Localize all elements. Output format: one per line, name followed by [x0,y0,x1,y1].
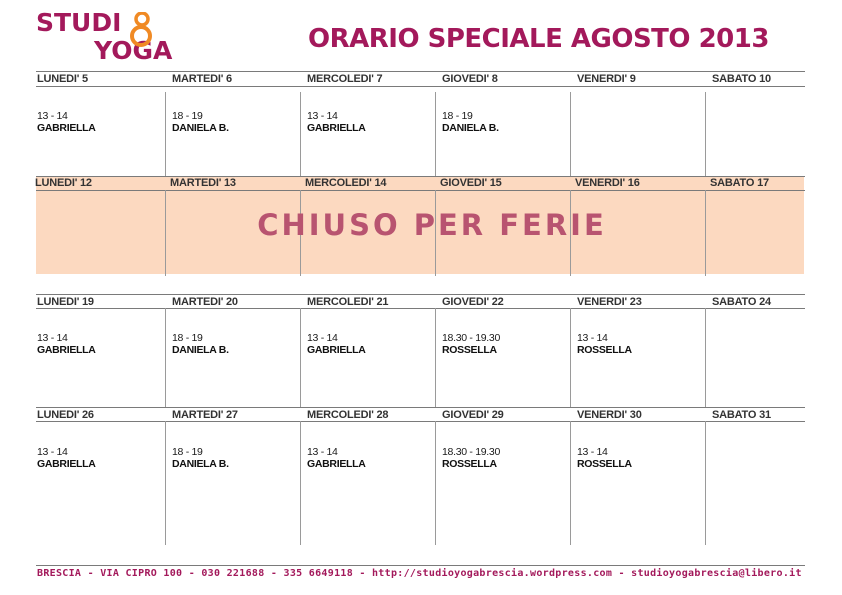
class-slot [577,332,632,356]
column-divider [165,421,166,545]
grid-line [36,421,805,422]
slot-teacher: GABRIELLA [37,458,96,470]
column-divider [705,308,706,407]
slot-teacher: GABRIELLA [37,122,96,134]
class-slot [442,110,499,134]
day-header: MERCOLEDI' 14 [305,177,387,189]
day-header: MERCOLEDI' 21 [307,296,389,308]
slot-time: 13 - 14 [577,332,608,344]
slot-time: 13 - 14 [37,110,68,122]
closed-label: CHIUSO PER FERIE [257,208,607,242]
column-divider [435,92,436,176]
day-header: LUNEDI' 26 [37,409,94,421]
studio-yoga-logo [36,6,196,68]
day-header: MARTEDI' 13 [170,177,236,189]
slot-time: 13 - 14 [37,332,68,344]
contact-footer: BRESCIA - VIA CIPRO 100 - 030 221688 - 335 6649118 - http://studioyogabrescia.wordpress.com - studioyogabrescia@libero.it [37,568,802,579]
slot-teacher: DANIELA B. [442,122,499,134]
column-divider [705,421,706,545]
slot-time: 18.30 - 19.30 [442,446,500,458]
slot-time: 13 - 14 [37,446,68,458]
slot-teacher: DANIELA B. [172,122,229,134]
day-header: GIOVEDI' 29 [442,409,504,421]
grid-line [36,190,805,191]
day-header: SABATO 10 [712,73,771,85]
class-slot [37,446,96,470]
slot-teacher: DANIELA B. [172,458,229,470]
class-slot [307,446,366,470]
slot-teacher: GABRIELLA [307,344,366,356]
grid-line [36,308,805,309]
grid-line [36,176,805,177]
day-header: VENERDI' 16 [575,177,640,189]
slot-teacher: ROSSELLA [442,458,497,470]
slot-teacher: DANIELA B. [172,344,229,356]
column-divider [570,421,571,545]
column-divider [165,92,166,176]
grid-line [36,294,805,295]
slot-time: 18 - 19 [172,110,203,122]
column-divider [300,421,301,545]
column-divider [435,421,436,545]
class-slot [37,332,96,356]
slot-time: 13 - 14 [577,446,608,458]
logo-text-line1: STUDI [36,8,122,37]
grid-line [36,407,805,408]
class-slot [172,110,229,134]
column-divider [570,308,571,407]
slot-time: 18 - 19 [172,446,203,458]
day-header: VENERDI' 30 [577,409,642,421]
column-divider [705,92,706,176]
slot-teacher: ROSSELLA [577,458,632,470]
slot-time: 13 - 14 [307,110,338,122]
class-slot [172,446,229,470]
slot-time: 13 - 14 [307,332,338,344]
day-header: MERCOLEDI' 7 [307,73,383,85]
day-header: MARTEDI' 27 [172,409,238,421]
class-slot [577,446,632,470]
slot-time: 18.30 - 19.30 [442,332,500,344]
day-header: SABATO 17 [710,177,769,189]
slot-teacher: ROSSELLA [577,344,632,356]
day-header: LUNEDI' 19 [37,296,94,308]
slot-teacher: GABRIELLA [307,458,366,470]
class-slot [442,446,500,470]
column-divider [300,308,301,407]
slot-time: 18 - 19 [442,110,473,122]
footer-rule [36,565,805,566]
slot-time: 18 - 19 [172,332,203,344]
grid-line [36,71,805,72]
class-slot [172,332,229,356]
slot-teacher: GABRIELLA [307,122,366,134]
yoga-figure-icon [126,12,156,58]
class-slot [307,332,366,356]
slot-time: 13 - 14 [307,446,338,458]
day-header: SABATO 24 [712,296,771,308]
page-title: ORARIO SPECIALE AGOSTO 2013 [308,24,769,54]
class-slot [37,110,96,134]
day-header: GIOVEDI' 8 [442,73,498,85]
slot-teacher: GABRIELLA [37,344,96,356]
column-divider [435,308,436,407]
day-header: MARTEDI' 20 [172,296,238,308]
column-divider [570,92,571,176]
slot-teacher: ROSSELLA [442,344,497,356]
day-header: LUNEDI' 12 [35,177,92,189]
day-header: GIOVEDI' 15 [440,177,502,189]
day-header: LUNEDI' 5 [37,73,88,85]
logo-text-line2: YOGA [94,36,173,65]
column-divider [165,308,166,407]
day-header: MERCOLEDI' 28 [307,409,389,421]
day-header: MARTEDI' 6 [172,73,232,85]
class-slot [442,332,500,356]
day-header: VENERDI' 23 [577,296,642,308]
grid-line [36,86,805,87]
column-divider [300,92,301,176]
day-header: SABATO 31 [712,409,771,421]
day-header: VENERDI' 9 [577,73,636,85]
class-slot [307,110,366,134]
day-header: GIOVEDI' 22 [442,296,504,308]
